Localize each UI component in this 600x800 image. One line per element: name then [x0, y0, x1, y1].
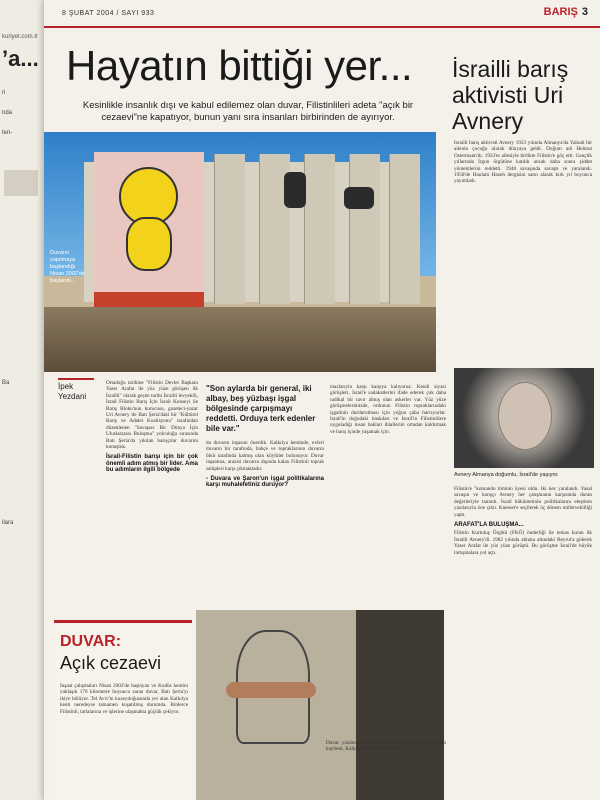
adjacent-photo: [4, 170, 38, 196]
adjacent-text-fragment: ri: [2, 90, 6, 96]
photo-caption: Duvarın yapılmaya başlandığı Nisan 2002'de başlandı...: [50, 250, 85, 284]
portrait-face: [498, 382, 552, 450]
section-label: [544, 6, 588, 18]
wall-photo: [44, 132, 436, 372]
article-col1-text: Ortadoğu tarihine "Filistin Devlet Başkanı Yaser Arafat ile yüz yüze görüşen ilk İsrailli" olarak geçen tarihi İsrailli levyekili, İsrail Filistin Barış İçin İsrail Konseyi ile Barış Bloku'nun kurucusu, gazeteci-yazar Uri Avnery ile Batı Şeria'daki bir "Kültürel Barış ve Adalet Koalisyonu" tarafından düzenlenen "Savaşsız Bir Dünya İçin Uluslararası Buluşma" yolculuğu sırasında Batı Şeria'da yıkılan barışçılar duvarını konuştuk.: [106, 380, 198, 451]
photo2-side-text: Duvar yüzünden çiftçiler topraklarından yüzde 43'ünü kaybetti. Kalkılya Belediye Başkanı...: [326, 740, 446, 753]
byline: [58, 382, 98, 402]
sidebar-body-2: Filistin'e "komando timinin üyesi oldu. İki kez yaralandı. Yasal savaşın ve barışçı Avnery her çatışmanın karşısında duran değerleriyle tanındı. İsrail hükümetinin politikalarını eleştiren yazılarıyla öne çıktı. Knesset'e seçilerek üç dönem milletvekilliği yaptı.: [454, 486, 592, 518]
main-headline: Hayatın bittiği yer...: [66, 42, 413, 89]
adjacent-page-url: kuriyet.com.tr: [2, 34, 39, 40]
article-column-1: [106, 380, 198, 620]
page-number: 3: [581, 6, 588, 18]
adjacent-page-heading-fragment: ’a...: [2, 46, 39, 71]
wall-slab: [304, 154, 335, 304]
adjacent-text-fragment: ten-: [2, 130, 13, 136]
cartoon-bird-body: [126, 217, 172, 271]
portrait-caption: Avnery Almanya doğumlu, İsrail'de yaşıyor.: [454, 472, 559, 478]
box-title: Açık cezaevi: [60, 653, 162, 673]
headline-deck: Kesinlikle insanlık dışı ve kabul edilemez olan duvar, Filistinlileri adeta "açık bir cezaevi"ne kapatıyor, bunun yanı sıra insanları birbirinden de ayırıyor.: [82, 100, 414, 123]
reaching-hand: [226, 682, 316, 698]
sidebar-headline: İsrailli barış aktivisti Uri Avnery: [452, 56, 569, 134]
article-subhead: - Duvara ve Şaron'un işgal politikalarına karşı muhalefetiniz duruyor?: [206, 476, 324, 489]
sidebar-subhead: ARAFAT'LA BULUŞMA...: [454, 522, 524, 529]
masthead-bar: [44, 0, 600, 28]
sidebar-body-3: Filistin Kurtuluş Örgütü (FKÖ) önderliği ile temas kuran ilk İsrailli Avnery'di. 1982 yılında abluka altındaki Beyrut'a giderek Yaser Arafat ile yüz yüze görüştü. Bu görüşme İsrail'de büyük tartışmalara yol açtı.: [454, 530, 592, 556]
wall-slab: [214, 154, 245, 304]
article-subhead: İsrail-Filistin barışı için bir çok önemli adım atmış bir lider. Ama bu adımların ilgili bölgede: [106, 454, 198, 474]
pull-quote: "Son aylarda bir general, iki albay, beş yüzbaşı işgal bölgesinde çarpışmayı reddetti. Orduya terk edenler bile var.": [206, 384, 316, 433]
box-kicker: DUVAR:: [60, 633, 122, 650]
section-name: BARIŞ: [543, 6, 578, 18]
byline-last-name: Yezdani: [58, 392, 87, 401]
article-column-3: mazlarıyla karşı karşıya kalıyoruz. Kendi siyasi görüşleri, İsrail'e sadakatlerini ifade ederek çok daha radikal bir tavır almış olan askerler var. Yüz yüze görüşmelerimizde, ordunun Filistin topraklarındaki işgalinin durdurulması için yoğun çaba harcıyorlar. İsrail'in doğudaki baskıları ve İsrail'in Filistinlilere uyguladığı insan hakları ihlallerini ortadan kaldırmak ve barış içinde yaşamak için.: [330, 384, 446, 435]
sidebar-body: İsrailli barış aktivisti Avnery 1923 yılında Almanya'da Yahudi bir ailenin çocuğu olarak dünyaya geldi. Doğum adı Helmut Ostermann'dı. 1933'te ailesiyle birlikte Filistin'e göç etti. Gençlik yıllarında İrgun örgütüne katıldı ancak daha sonra şiddet yöntemlerini reddetti. 1948 savaşında savaştı ve yaralandı. 1950'de Haolam Hazeh dergisini satın alarak kırk yıl boyunca yayımladı.: [454, 140, 592, 185]
adjacent-page-strip: [0, 0, 45, 800]
person-climbing: [284, 172, 306, 208]
wall-slab: [389, 154, 420, 304]
person-climbing: [344, 187, 374, 209]
byline-first-name: İpek: [58, 382, 74, 391]
adjacent-text-fragment: nda: [2, 110, 13, 116]
photo-ground: [44, 307, 436, 372]
avnery-portrait: [454, 368, 594, 468]
issue-date: 8 ŞUBAT 2004 / SAYI 933: [62, 10, 155, 17]
article-column-2: [206, 440, 324, 590]
adjacent-text-fragment: ilara: [2, 520, 14, 526]
newspaper-page: [44, 0, 600, 800]
wall-info-box: [54, 620, 192, 800]
box-body: İnşaat çalışmaları Nisan 2002'de başlayan ve Kudüs kentini yaklaşık 170 kilometre boyunca saran duvar, Batı Şeria'yı ikiye bölüyor. Tel Aviv'in kuzeydoğusunda yer alan Kalkılya kenti neredeyse tamamen kuşatılmış durumda. Binlerce Filistinli, tarlalarına ve işlerine ulaşmakta güçlük çekiyor.: [60, 683, 188, 715]
sidebar-body-continued: [454, 486, 592, 796]
wall-slab: [349, 154, 380, 304]
article-col2-text: da duvarın inşasını önerdik. Kalkılya kentinde, evleri duvarın bir tarafında, bahçe ve topraklarının duvarın öbür tarafında kalmış olan köylüler bulunuyor. Duvar inşaatına, arazisi duvarın dışında kalan Filistinli toprak sahipleri karşı çıkmaktadır.: [206, 440, 324, 472]
adjacent-text-fragment: Ba: [2, 380, 10, 386]
byline-rule: [58, 378, 94, 380]
